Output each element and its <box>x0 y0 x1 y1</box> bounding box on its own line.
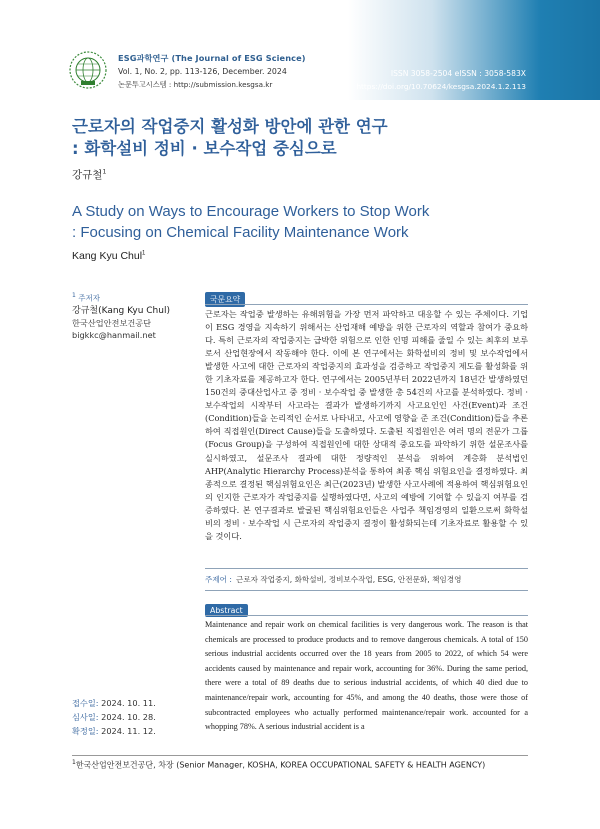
abstract-english-text: Maintenance and repair work on chemical facilities is very dangerous work. The reason is that chemicals are processed to produce products and to remove dangerous chemicals. A total of 150 serious industrial accidents occurred over the 18 years from 2005 to 2022, of which 54 were accidents caused by maintenance and repair work, accounting for 36%. During the same period, there were a total of 89 deaths due to serious industrial accidents, of which 40 died due to maintenance/repair work, accounting for 45%, and among the 40 deaths, those were those of subcontracted employees who actually performed maintenance/repair work. accounted for a whopping 78%. A serious industrial accident is a <box>205 620 528 732</box>
abstract-korean-text: 근로자는 작업중 발생하는 유해위험을 가장 먼저 파악하고 대응할 수 있는 주체이다. 기업이 ESG 경영을 지속하기 위해서는 산업재해 예방을 위한 근로자의 역할과 참여가 중요하다. 특히 근로자의 작업중지는 급박한 위험으로 인한 인명 피해를 줄일 수 있는 최후의 보루로서 산업현장에서 작동해야 한다. 이에 본 연구에서는 화학설비의 정비 및 보수작업에서 발생한 사고에 대한 근로자의 작업중지의 효과성을 검증하고 작업중지 제도를 활성화를 위한 기초자료를 제공하고자 한다. 연구에서는 2005년부터 2022년까지 18년간 발생하였던 150건의 중대산업사고 중 정비 · 보수작업 중 발생한 총 54건의 사고를 분석하였다. 정비 · 보수작업의 시작부터 사고라는 결과가 발생하기까지 사고요인인 사건(Event)과 조건(Condition)들을 논리적인 순서로 나타내고, 사고에 영향을 준 조건(Condition)들을 추론하여 직접원인(Direct Cause)들을 도출하였다. 도출된 직접원인은 여러 명의 전문가 그룹(Focus Group)을 구성하여 직접원인에 대한 상대적 중요도를 파악하기 위한 설문조사를 실시하였고, 설문조사 결과에 대한 정량적인 분석을 위하여 계층화 분석법인 AHP(Analytic Hierarchy Process)분석을 통하여 최종 핵심 위험요인을 결정하였다. 최종적으로 결정된 핵심위험요인은 최근(2023년) 발생한 사고사례에 적용하여 핵심위험요인의 인지한 근로자가 작업중지를 실행하였다면, 사고의 예방에 기여할 수 있을지 여부를 검증하였다. 본 연구결과로 발굴된 핵심위험요인들은 사업주 책임경영의 일환으로써 화학설비의 정비 · 보수작업 시 근로자의 작업중지 결정이 활성화되는데 기초자료로 활용할 수 있을 것이다. <box>205 309 528 541</box>
title-english-line2: : Focusing on Chemical Facility Maintenance Work <box>72 224 409 241</box>
divider <box>205 568 528 569</box>
divider <box>205 304 528 305</box>
publication-dates <box>72 696 192 738</box>
title-english-line1: A Study on Ways to Encourage Workers to Stop Work <box>72 203 430 220</box>
received-date: 접수일: 2024. 10. 11. <box>72 698 156 708</box>
title-korean-line2: : 화학설비 정비 · 보수작업 중심으로 <box>72 139 337 158</box>
title-english <box>72 201 429 243</box>
divider <box>205 590 528 591</box>
footnote <box>72 759 532 771</box>
keywords-label: 주제어 : <box>205 575 232 584</box>
volume-info: Vol. 1, No. 2, pp. 113-126, December. 2024 <box>118 67 287 76</box>
author-sup: 1 <box>142 250 146 257</box>
journal-logo-icon <box>68 50 108 90</box>
author-korean <box>72 167 106 182</box>
keywords <box>205 574 528 585</box>
author-english-name: Kang Kyu Chul <box>72 250 143 262</box>
author-english <box>72 250 145 262</box>
keywords-text: 근로자 작업중지, 화학설비, 정비보수작업, ESG, 안전문화, 책임경영 <box>235 575 462 584</box>
issn: ISSN 3058-2504 eISSN : 3058-583X <box>390 69 526 78</box>
main-author-affiliation: 한국산업안전보건공단 <box>72 317 152 328</box>
title-korean <box>72 116 388 160</box>
revised-date: 심사일: 2024. 10. 28. <box>72 712 156 722</box>
accepted-date: 확정일: 2024. 11. 12. <box>72 726 156 736</box>
corresponding-author-block <box>72 290 187 341</box>
main-author-label: $^1$ 주저자 <box>72 292 100 303</box>
abstract-english-heading: Abstract <box>205 604 248 617</box>
divider <box>205 615 528 616</box>
doi-link[interactable]: https://doi.org/10.70624/kesgsa.2024.1.2.113 <box>356 82 526 91</box>
author-sup: 1 <box>102 168 107 176</box>
abstract-korean-heading: 국문요약 <box>205 292 245 307</box>
main-author-email[interactable]: bigkkc@hanmail.net <box>72 329 156 340</box>
journal-name: ESG과학연구 (The Journal of ESG Science) <box>118 53 306 63</box>
submission-url[interactable]: 논문투고시스템 : http://submission.kesgsa.kr <box>118 80 273 89</box>
title-korean-line1: 근로자의 작업중지 활성화 방안에 관한 연구 <box>72 117 388 136</box>
footnote-divider <box>72 755 528 756</box>
footnote-sup: 1 <box>72 759 76 766</box>
footnote-text: 한국산업안전보건공단, 차장 (Senior Manager, KOSHA, KOREA OCCUPATIONAL SAFETY & HEALTH AGENCY) <box>75 760 486 770</box>
main-author-name: 강규철(Kang Kyu Chul) <box>72 305 170 316</box>
author-korean-name: 강규철 <box>72 169 103 181</box>
